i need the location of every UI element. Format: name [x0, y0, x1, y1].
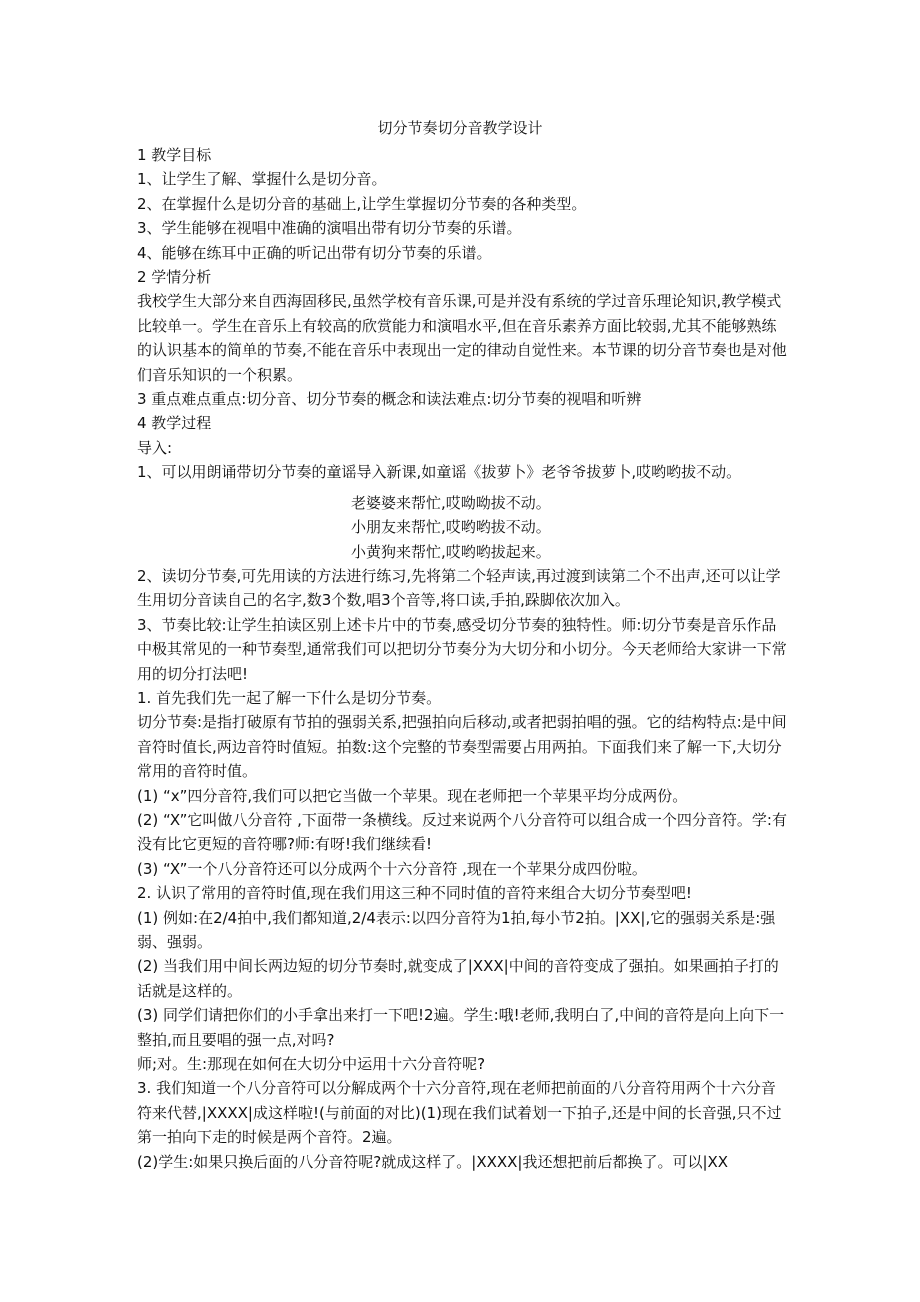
paragraph: (3) 同学们请把你们的小手拿出来打一下吧!2遍。学生:哦!老师,我明白了,中间的音符是向上向下一整拍,而且要唱的强一点,对吗?: [137, 1006, 785, 1049]
section-heading-process: 4 教学过程: [137, 414, 212, 433]
paragraph: 3、节奏比较:让学生拍读区别上述卡片中的节奏,感受切分节奏的独特性。师:切分节奏是音乐作品中极其常见的一种节奏型,通常我们可以把切分节奏分为大切分和小切分。今天老师给大家讲一下常用的切分打法吧!: [137, 615, 787, 683]
objective-item: 3、学生能够在视唱中准确的演唱出带有切分节奏的乐谱。: [137, 219, 522, 238]
paragraph: (2)学生:如果只换后面的八分音符呢?就成这样了。|XXXX|我还想把前后都换了。可以|XX: [137, 1152, 729, 1171]
paragraph: (1) 例如:在2/4拍中,我们都知道,2/4表示:以四分音符为1拍,每小节2拍。|XX|,它的强弱关系是:强弱、强弱。: [137, 908, 776, 951]
paragraph: 导入:: [137, 438, 173, 457]
rhyme-line: 老婆婆来帮忙,哎呦呦拔不动。: [351, 493, 551, 512]
document-title: 切分节奏切分音教学设计: [377, 119, 543, 137]
paragraph: 1、可以用朗诵带切分节奏的童谣导入新课,如童谣《拔萝卜》老爷爷拔萝卜,哎哟哟拔不动。: [137, 463, 742, 482]
paragraph: 1. 首先我们先一起了解一下什么是切分节奏。: [137, 688, 442, 707]
paragraph: (2) 当我们用中间长两边短的切分节奏时,就变成了|XXX|中间的音符变成了强拍。如果画拍子打的话就是这样的。: [137, 957, 779, 1000]
section-heading-analysis: 2 学情分析: [137, 268, 212, 287]
paragraph: 2、读切分节奏,可先用读的方法进行练习,先将第二个轻声读,再过渡到读第二个不出声,还可以让学生用切分音读自己的名字,数3个数,唱3个音等,将口读,手拍,跺脚依次加入。: [137, 566, 781, 610]
objective-item: 4、能够在练耳中正确的听记出带有切分节奏的乐谱。: [137, 243, 492, 262]
rhyme-line: 小黄狗来帮忙,哎哟哟拔起来。: [351, 542, 551, 561]
section-heading-objectives: 1 教学目标: [137, 146, 212, 164]
paragraph: (3) “X”一个八分音符还可以分成两个十六分音符 ,现在一个苹果分成四份啦。: [137, 859, 647, 878]
paragraph: 2. 认识了常用的音符时值,现在我们用这三种不同时值的音符来组合大切分节奏型吧!: [137, 884, 692, 903]
paragraph: 3. 我们知道一个八分音符可以分解成两个十六分音符,现在老师把前面的八分音符用两个十六分音符来代替,|XXXX|成这样啦!(与前面的对比)(1)现在我们试着划一下拍子,还是中间的长音强,只不过第一拍向下走的时候是两个音符。2遍。: [137, 1079, 782, 1147]
paragraph: 切分节奏:是指打破原有节拍的强弱关系,把强拍向后移动,或者把弱拍唱的强。它的结构特点:是中间音符时值长,两边音符时值短。拍数:这个完整的节奏型需要占用两拍。下面我们来了解一下,大切分常用的音符时值。: [137, 713, 787, 781]
paragraph: 师;对。生:那现在如何在大切分中运用十六分音符呢?: [137, 1055, 486, 1074]
document-body: [137, 143, 787, 1174]
rhyme-line: 小朋友来帮忙,哎哟哟拔不动。: [351, 518, 551, 537]
objective-item: 2、在掌握什么是切分音的基础上,让学生掌握切分节奏的各种类型。: [137, 194, 587, 213]
paragraph: 我校学生大部分来自西海固移民,虽然学校有音乐课,可是并没有系统的学过音乐理论知识,教学模式比较单一。学生在音乐上有较高的欣赏能力和演唱水平,但在音乐素养方面比较弱,尤其不能够熟练的认识基本的简单的节奏,不能在音乐中表现出一定的律动自觉性来。本节课的切分音节奏也是对他们音乐知识的一个积累。: [137, 292, 787, 384]
objective-item: 1、让学生了解、掌握什么是切分音。: [137, 170, 387, 189]
section-heading-keypoints: 3 重点难点重点:切分音、切分节奏的概念和读法难点:切分节奏的视唱和听辨: [137, 390, 642, 409]
paragraph: (1) “x”四分音符,我们可以把它当做一个苹果。现在老师把一个苹果平均分成两份。: [137, 786, 688, 805]
paragraph: (2) “X”它叫做八分音符 ,下面带一条横线。反过来说两个八分音符可以组合成一个四分音符。学:有没有比它更短的音符哪?师:有呀!我们继续看!: [137, 810, 787, 854]
